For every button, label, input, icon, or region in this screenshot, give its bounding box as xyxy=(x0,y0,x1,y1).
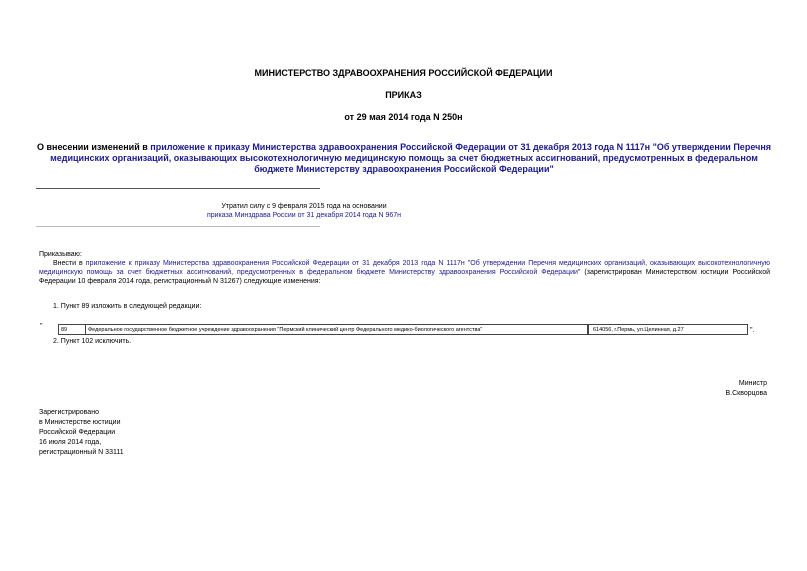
open-quote: " xyxy=(40,323,43,330)
date-number-heading: от 29 мая 2014 года N 250н xyxy=(344,112,463,122)
signature-name: В.Скворцова xyxy=(725,390,767,397)
title-prefix: О внесении изменений в xyxy=(36,142,148,152)
order-word: Приказываю: xyxy=(39,251,82,258)
address-cell: 614056, г.Пермь, ул.Целинная, д.27 xyxy=(593,327,684,333)
para-prefix: Внести в xyxy=(53,260,83,267)
registration-line: 16 июля 2014 года, xyxy=(39,439,102,446)
registration-line: в Министерстве юстиции xyxy=(39,419,121,426)
cell-divider xyxy=(587,325,588,334)
registration-line: регистрационный N 33111 xyxy=(39,449,124,456)
registration-line: Российской Федерации xyxy=(39,429,116,436)
divider-bottom xyxy=(36,226,320,227)
doc-type-heading: ПРИКАЗ xyxy=(385,90,422,100)
item-1: 1. Пункт 89 изложить в следующей редакции: xyxy=(53,303,202,310)
close-quote: ". xyxy=(750,327,755,334)
registration-line: Зарегистрировано xyxy=(39,409,99,416)
title-link[interactable]: приложение к приказу Министерства здравоохранения Российской Федерации от 31 декабря 2013 года N 1117н "Об утверждении Перечня медицинских организаций, оказывающих высокотехнологичную медицинскую помощь за счет бюджетных ассигнований, предусмотренных в федеральном бюджете Министерству здравоохранения Российской Федерации" xyxy=(50,142,772,174)
lost-force-link[interactable]: приказа Минздрава России от 31 декабря 2014 года N 967н xyxy=(206,212,402,219)
lost-force-link-wrap xyxy=(36,211,572,220)
organization-cell: Федеральное государственное бюджетное учреждение здравоохранения "Пермский клинический центр Федерального медико-биологического агентства" xyxy=(86,325,589,334)
amended-row-table xyxy=(58,324,748,335)
item-2: 2. Пункт 102 исключить. xyxy=(53,338,132,345)
para-link[interactable]: приложение к приказу Министерства здравоохранения Российской Федерации от 31 декабря 2013 года N 1117н "Об утверждении Перечня медицинских организаций, оказывающих высокотехнологичную медицинскую помощь за счет бюджетных ассигнований, предусмотренных в федеральном бюджете Министерству здравоохранения Российской Федерации" xyxy=(39,260,771,276)
ministry-heading: МИНИСТЕРСТВО ЗДРАВООХРАНЕНИЯ РОССИЙСКОЙ ФЕДЕРАЦИИ xyxy=(254,68,553,78)
para-suffix: (зарегистрирован Министерством юстиции Российской Федерации 10 февраля 2014 года, регистрационный N 31267) следующие изменения: xyxy=(39,269,770,285)
divider-top xyxy=(36,188,320,189)
document-title xyxy=(36,142,772,175)
signature-block xyxy=(725,379,767,399)
registration-block xyxy=(39,408,124,458)
row-number-cell: 89 xyxy=(59,325,86,334)
main-paragraph xyxy=(39,259,770,286)
signature-role: Министр xyxy=(738,380,767,387)
lost-force-line: Утратил силу с 9 февраля 2015 года на основании xyxy=(221,203,387,210)
